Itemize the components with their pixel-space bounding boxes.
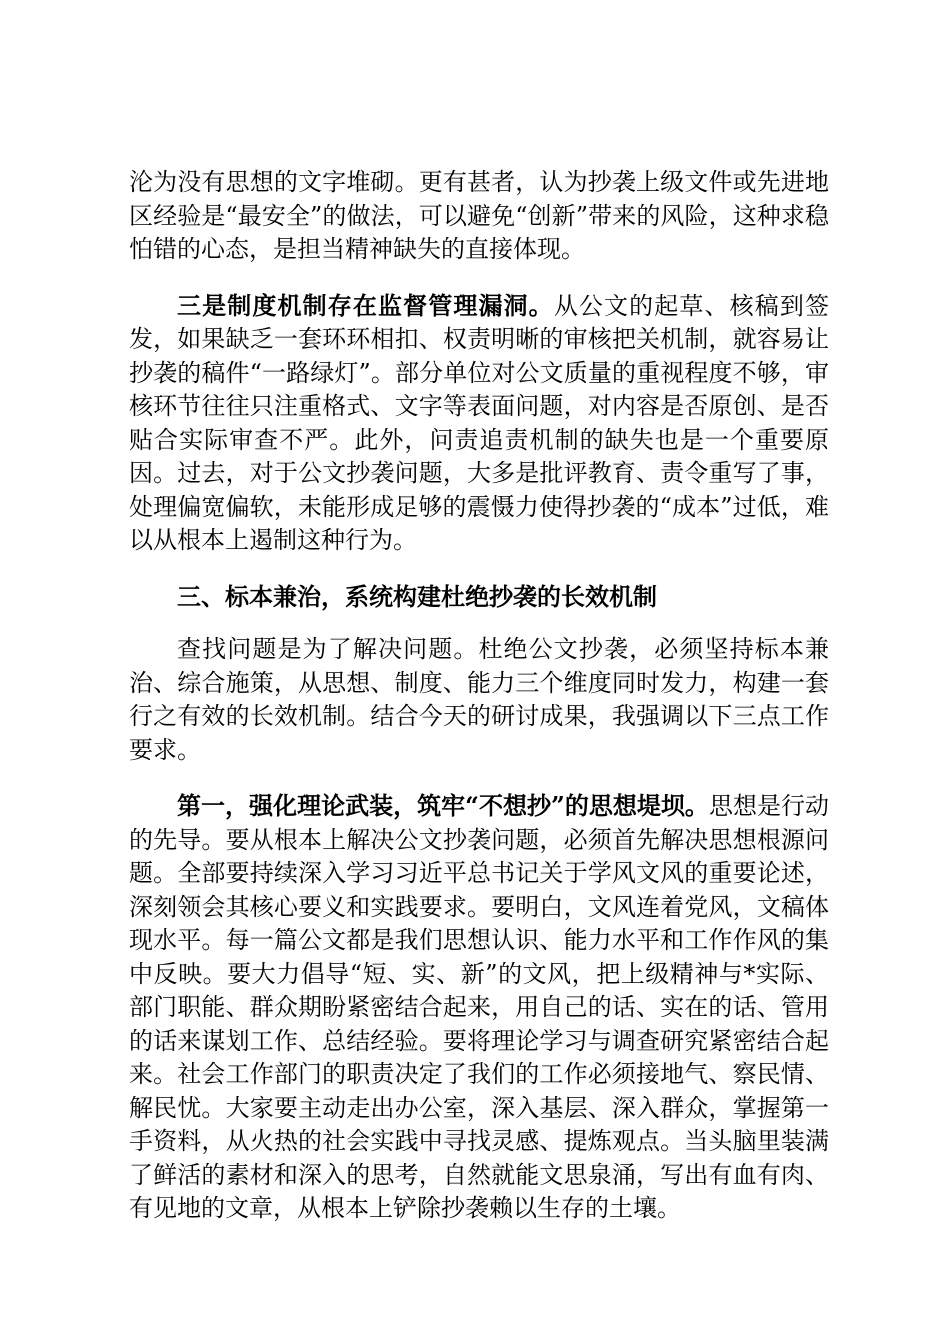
paragraph-lead: 第一，强化理论武装，筑牢“不想抄”的思想堤坝。 [177,791,709,820]
paragraph-continuation [129,166,829,267]
paragraph-lead: 三是制度机制存在监督管理漏洞。 [177,290,554,320]
paragraph-text: 从公文的起草、核稿到签发，如果缺乏一套环环相扣、权责明晰的审核把关机制，就容易让抄袭的稿件“一路绿灯”。部分单位对公文质量的重视程度不够，审核环节往往只注重格式、文字等表面问题，对内容是否原创、是否贴合实际审查不严。此外，问责追责机制的缺失也是一个重要原因。过去，对于公文抄袭问题，大多是批评教育、责令重写了事，处理偏宽偏软，未能形成足够的震慑力使得抄袭的“成本”过低，难以从根本上遏制这种行为。 [129,291,830,554]
document-body [129,166,829,1248]
paragraph-text: 思想是行动的先导。要从根本上解决公文抄袭问题，必须首先解决思想根源问题。全部要持续深入学习习近平总书记关于学风文风的重要论述，深刻领会其核心要义和实践要求。要明白，文风连着党风，文稿体现水平。每一篇公文都是我们思想认识、能力水平和工作作风的集中反映。要大力倡导“短、实、新”的文风，把上级精神与*实际、部门职能、群众期盼紧密结合起来，用自己的话、实在的话、管用的话来谋划工作、总结经验。要将理论学习与调查研究紧密结合起来。社会工作部门的职责决定了我们的工作必须接地气、察民情、解民忧。大家要主动走出办公室，深入基层、深入群众，掌握第一手资料，从火热的社会实践中寻找灵感、提炼观点。当头脑里装满了鲜活的素材和深入的思考，自然就能文思泉涌，写出有血有肉、有见地的文章，从根本上铲除抄袭赖以生存的土壤。 [129,792,830,1222]
paragraph-text: 查找问题是为了解决问题。杜绝公文抄袭，必须坚持标本兼治、综合施策，从思想、制度、能力三个维度同时发力，构建一套行之有效的长效机制。结合今天的研讨成果，我强调以下三点工作要求。 [129,635,829,764]
paragraph-section-intro [129,633,829,767]
section-heading: 三、标本兼治，系统构建杜绝抄袭的长效机制 [177,581,657,611]
paragraph-theory-arming [129,789,829,1226]
paragraph-text: 沦为没有思想的文字堆砌。更有甚者，认为抄袭上级文件或先进地区经验是“最安全”的做法，可以避免“创新”带来的风险，这种求稳怕错的心态，是担当精神缺失的直接体现。 [129,168,829,263]
paragraph-institutional-loopholes [129,289,829,558]
